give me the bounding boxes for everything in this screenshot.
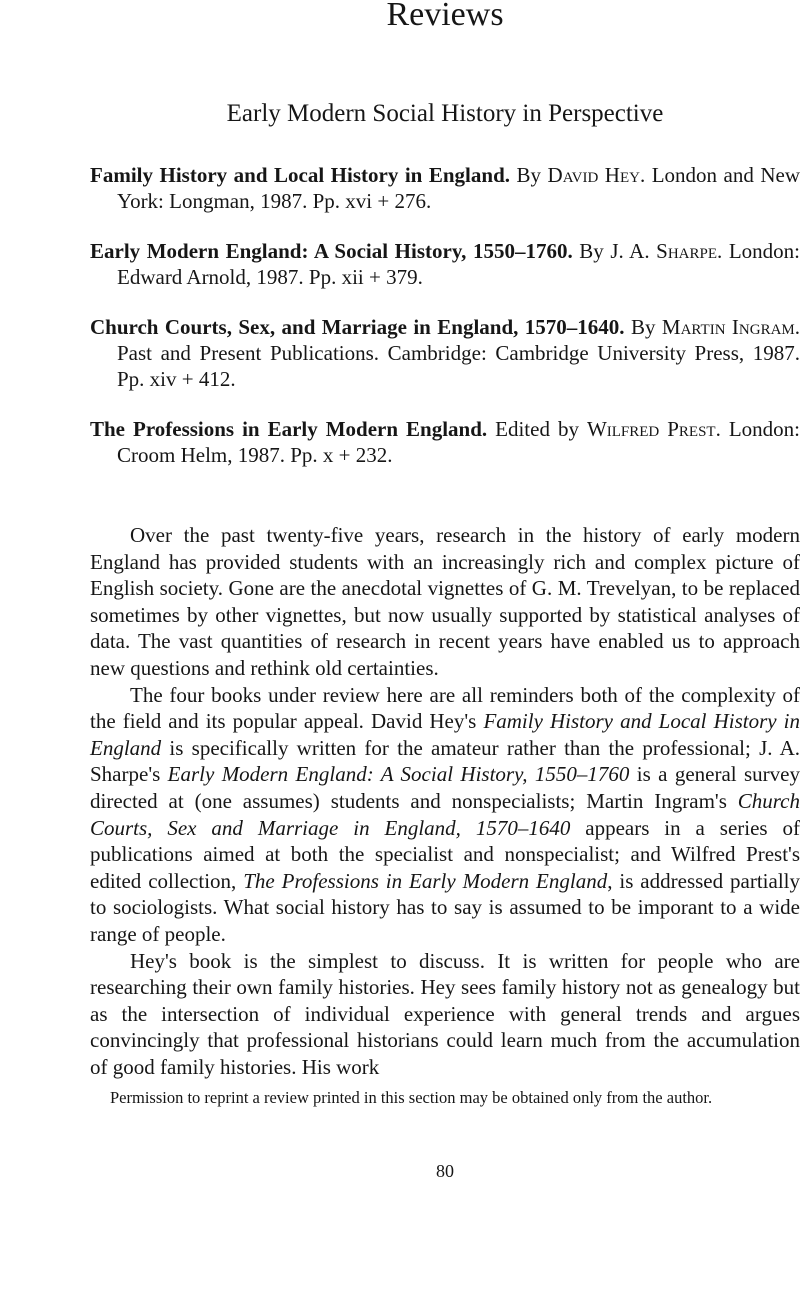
book-author: Martin Ingram <box>661 315 795 339</box>
paragraph-3: Hey's book is the simplest to discuss. It is written for people who are researching their own family histories. Hey sees family history not as genealogy but as the intersection of individual experience with general trends and argues convincingly that professional historians could learn much from the accumulation of good family histories. His work <box>90 948 800 1079</box>
book-title: Early Modern England: A Social History, 1550–1760. <box>90 239 573 263</box>
book-details: . London: Croom Helm, 1987. Pp. x + 232. <box>117 417 800 467</box>
book-details: . London: Edward Arnold, 1987. Pp. xii + 379. <box>117 239 800 289</box>
paragraph-2: The four books under review here are all reminders both of the complexity of the field and its popular appeal. David Hey's Family History and Local History in England is specifically written for the amateur rather than the professional; J. A. Sharpe's Early Modern England: A Social History, 1550–1760 is a general survey directed at (one assumes) students and nonspecialists; Martin Ingram's Church Courts, Sex and Marriage in England, 1570–1640 appears in a series of publications aimed at both the specialist and nonspecialist; and Wilfred Prest's edited collection, The Professions in Early Modern England, is addressed partially to sociologists. What social history has to say is assumed to be imporant to a wide range of people. <box>90 682 800 946</box>
book-entry-1 <box>90 162 800 214</box>
book-author: David Hey <box>547 163 640 187</box>
book-by: Edited by <box>495 417 579 441</box>
book-title-reference: Church Courts, Sex and Marriage in England, 1570–1640 <box>90 788 800 840</box>
book-details: . London and New York: Longman, 1987. Pp. xvi + 276. <box>117 163 800 213</box>
review-title: Early Modern Social History in Perspective <box>226 100 664 127</box>
book-by: By <box>516 163 542 187</box>
book-details: . Past and Present Publications. Cambridge: Cambridge University Press, 1987. Pp. xiv + 412. <box>117 315 800 391</box>
book-entry-3 <box>90 314 800 392</box>
book-title-reference: Early Modern England: A Social History, 1550–1760 <box>167 762 630 787</box>
book-title: The Professions in Early Modern England. <box>90 417 488 441</box>
book-by: By <box>579 239 604 263</box>
paragraph-1: Over the past twenty-five years, research in the history of early modern England has provided students with an increasingly rich and complex picture of English society. Gone are the anecdotal vignettes of G. M. Trevelyan, to be replaced sometimes by other vignettes, but now usually supported by statistical analyses of data. The vast quantities of research in recent years have enabled us to approach new questions and rethink old certainties. <box>90 523 800 680</box>
book-by: By <box>630 315 656 339</box>
page-number: 80 <box>436 1161 454 1181</box>
section-title: Reviews <box>386 0 504 33</box>
book-title: Family History and Local History in England. <box>90 163 510 187</box>
book-entry-2 <box>90 238 800 290</box>
book-author: Wilfred Prest <box>586 417 716 441</box>
permission-footnote: Permission to reprint a review printed in this section may be obtained only from the author. <box>110 1088 713 1107</box>
book-title-reference: Family History and Local History in England <box>90 709 800 760</box>
review-body <box>90 522 800 1080</box>
book-author: J. A. Sharpe <box>610 239 718 263</box>
book-title-reference: The Professions in Early Modern England <box>243 868 608 893</box>
book-entry-4 <box>90 416 800 468</box>
book-title: Church Courts, Sex, and Marriage in England, 1570–1640. <box>90 315 625 339</box>
